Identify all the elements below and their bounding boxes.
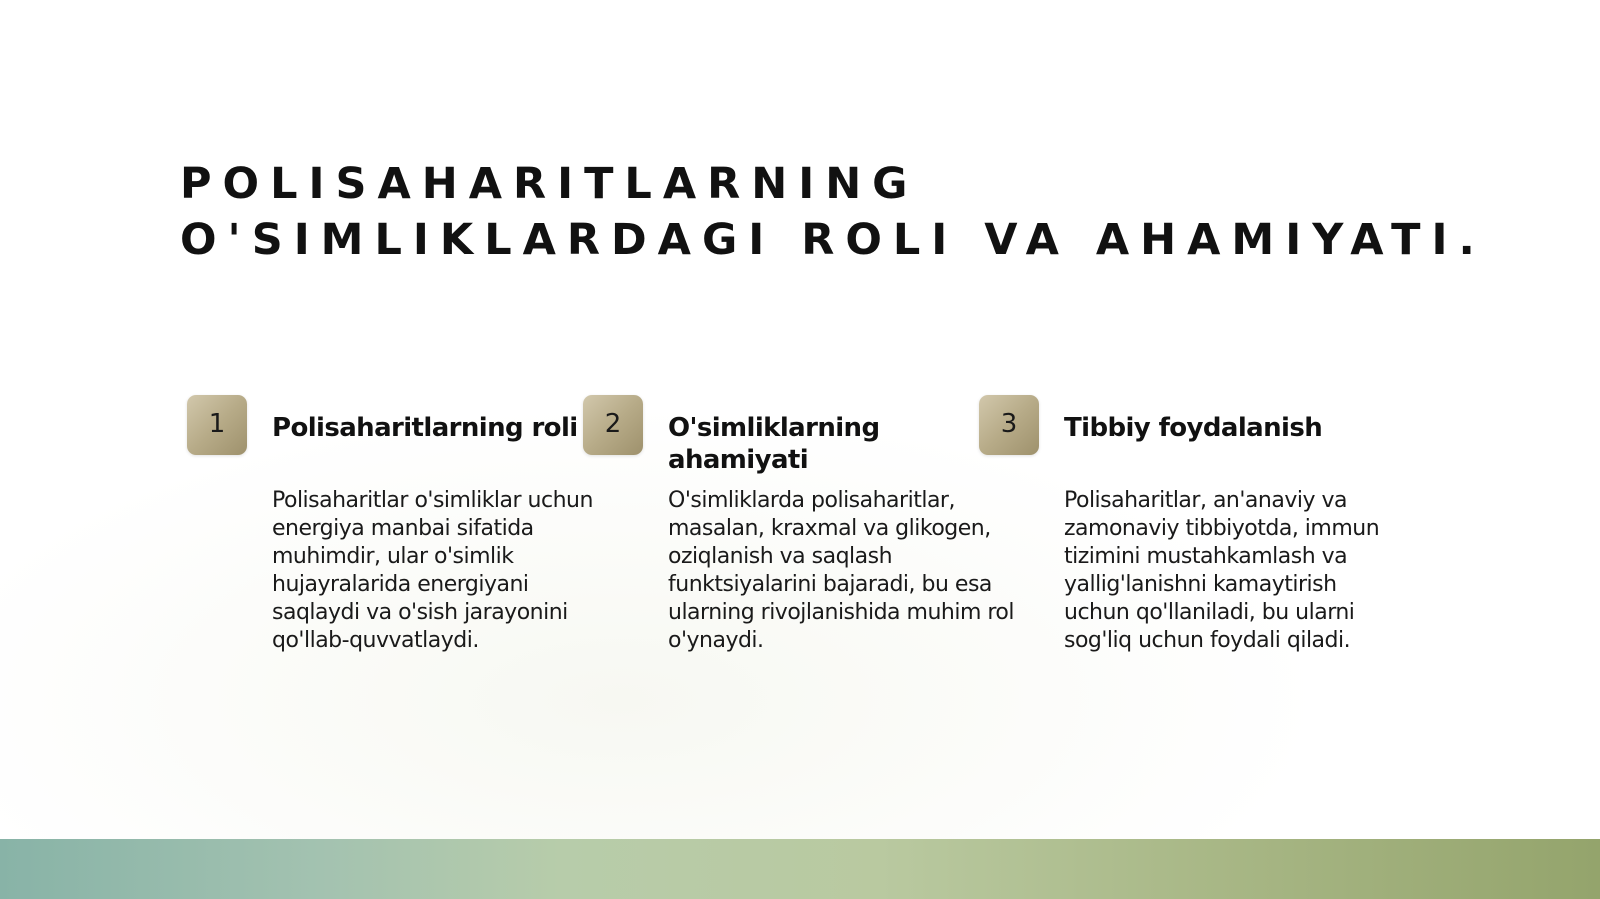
slide-title	[180, 156, 1580, 268]
column-heading-3: Tibbiy foydalanish	[1064, 413, 1323, 443]
step-number-badge-1: 1	[187, 395, 247, 455]
column-text-1: Polisaharitlar o'simliklar uchun energiya manbai sifatida muhimdir, ular o'simlik hujayralarida energiyani saqlaydi va o'sish jarayonini qo'llab-quvvatlaydi.	[272, 488, 593, 653]
column-heading-2: O'simliklarning ahamiyati	[668, 413, 880, 475]
slide-title-line-1: POLISAHARITLARNING	[180, 159, 919, 209]
step-number-badge-3: 3	[979, 395, 1039, 455]
column-text-2: O'simliklarda polisaharitlar, masalan, kraxmal va glikogen, oziqlanish va saqlash funktsiyalarini bajaradi, bu esa ularning rivojlanishida muhim rol o'ynaydi.	[668, 488, 1014, 653]
column-text-3: Polisaharitlar, an'anaviy va zamonaviy tibbiyotda, immun tizimini mustahkamlash va yallig'lanishni kamaytirish uchun qo'llaniladi, bu ularni sog'liq uchun foydali qiladi.	[1064, 488, 1380, 653]
step-number-badge-2: 2	[583, 395, 643, 455]
slide-title-line-2: O'SIMLIKLARDAGI ROLI VA AHAMIYATI.	[180, 215, 1486, 265]
decorative-gradient-band	[0, 839, 1600, 899]
column-heading-1: Polisaharitlarning roli	[272, 413, 578, 443]
